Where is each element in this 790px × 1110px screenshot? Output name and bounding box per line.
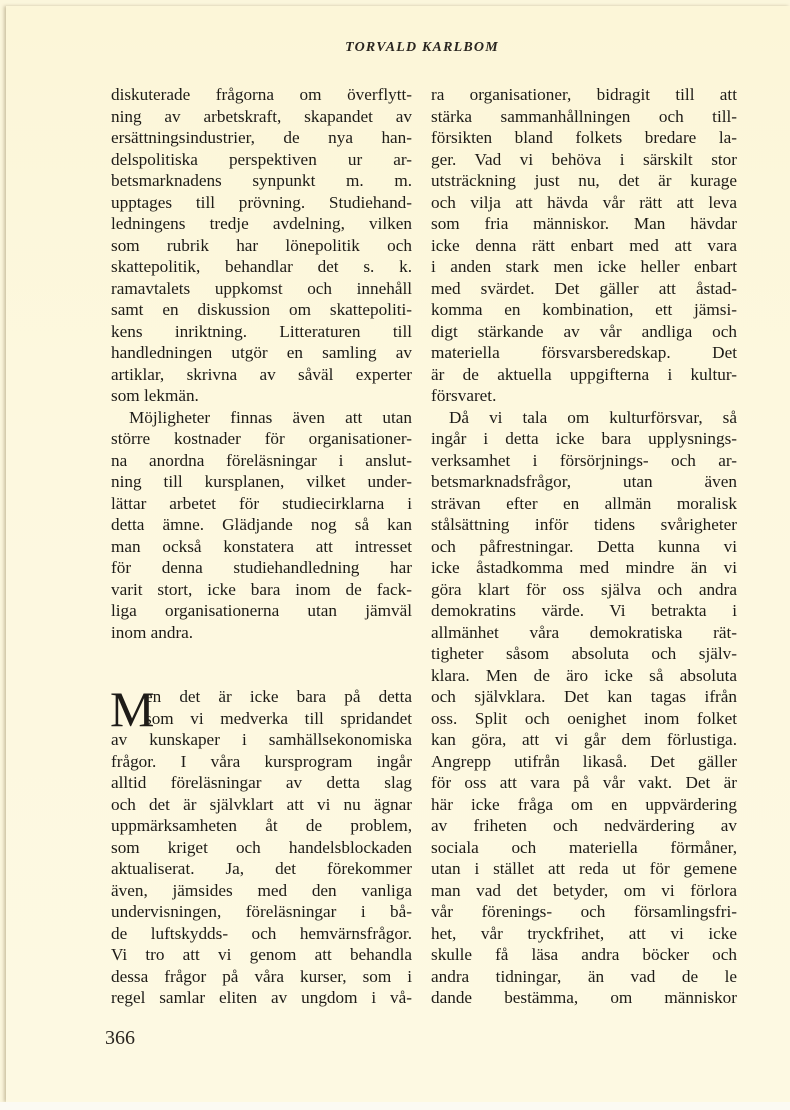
text-line: de luftskydds- och hemvärnsfrågor.: [111, 923, 412, 943]
text-line: icke denna rätt enbart med att vara: [431, 235, 737, 255]
text-line: ning av arbetskraft, skapandet av: [111, 106, 412, 126]
right-paragraph-2: [431, 407, 737, 1009]
text-line: icke åstadkomma med mindre än vi: [431, 558, 737, 577]
text-line: vår förenings- och församlingsfri-: [431, 902, 737, 921]
text-line: digt stärkande av vår andliga och: [431, 321, 737, 341]
text-line: undervisningen, föreläsningar i bå-: [111, 902, 412, 921]
text-line: och det är självklart att vi nu ägnar: [111, 794, 412, 814]
text-line: alltid föreläsningar av detta slag: [111, 773, 412, 792]
text-line: man också konstatera att intresset: [111, 536, 412, 556]
text-line: kan göra, att vi går dem förlustiga.: [431, 730, 737, 749]
text-line: även, jämsides med den vanliga: [111, 880, 412, 900]
text-line: som rubrik har lönepolitik och: [111, 235, 412, 255]
text-line: artiklar, skrivna av såväl experter: [111, 364, 412, 384]
left-paragraph-1: [111, 84, 412, 407]
text-line: som fria människor. Man hävdar: [431, 214, 737, 233]
text-line: betsmarknadsfrågor, utan även: [431, 472, 737, 491]
left-column: [111, 84, 412, 1009]
text-line: av kunskaper i samhällsekonomiska: [111, 730, 412, 749]
text-line: materiella försvarsberedskap. Det: [431, 343, 737, 362]
text-line: försikten bland folkets bredare la-: [431, 128, 737, 147]
text-line: för oss att vara på vår vakt. Det är: [431, 773, 737, 792]
text-line: demokratins värde. Vi betrakta i: [431, 601, 737, 620]
text-line: försvaret.: [431, 386, 497, 405]
text-line: samt en diskussion om skattepoliti-: [111, 300, 412, 319]
text-line: kens inriktning. Litteraturen till: [111, 321, 412, 341]
text-line: regel samlar eliten av ungdom i vå-: [111, 988, 412, 1007]
text-line: Angrepp utifrån likaså. Det gäller: [431, 751, 737, 771]
text-line: handledningen utgör en samling av: [111, 343, 412, 362]
text-line: inom andra.: [111, 622, 194, 642]
text-line: ledningens tredje avdelning, vilken: [111, 214, 412, 233]
text-line: oss. Split och oenighet inom folket: [431, 708, 737, 728]
text-line: het, vår tryckfrihet, att vi icke: [431, 923, 737, 943]
text-line: som vi medverka till spridandet: [145, 708, 412, 728]
text-line: med svärdet. Det gäller att åstad-: [431, 278, 737, 298]
text-line: aktualiserat. Ja, det förekommer: [111, 859, 412, 878]
text-line: upptages till prövning. Studiehand-: [111, 192, 412, 212]
text-line: frågor. I våra kursprogram ingår: [111, 751, 412, 771]
text-line: detta ämne. Glädjande nog så kan: [111, 515, 412, 534]
text-line: dessa frågor på våra kurser, som i: [111, 966, 412, 986]
text-line: som lekmän.: [111, 386, 199, 405]
text-line: Möjligheter finnas även att utan: [129, 407, 412, 427]
page-number: 366: [105, 1027, 135, 1049]
text-line: allmänhet våra demokratiska rät-: [431, 622, 737, 642]
scan-bottom-margin: [0, 1102, 790, 1110]
text-line: ramavtalets uppkomst och innehåll: [111, 278, 412, 298]
text-line: Vi tro att vi genom att behandla: [111, 945, 412, 964]
text-line: är de aktuella uppgifterna i kultur-: [431, 364, 737, 384]
left-paragraph-2: [111, 407, 412, 644]
text-line: skulle få läsa andra böcker och: [431, 945, 737, 964]
text-line: större kostnader för organisationer-: [111, 429, 412, 448]
text-line: delspolitiska perspektiven ur ar-: [111, 149, 412, 169]
text-line: diskuterade frågorna om överflytt-: [111, 85, 412, 104]
text-line: göra klart för oss själva och andra: [431, 579, 737, 599]
text-line: strävan efter en allmän moralisk: [431, 493, 737, 513]
left-paragraph-3: [110, 681, 412, 1009]
text-line: ersättningsindustrier, de nya han-: [111, 128, 412, 147]
right-column: [431, 84, 737, 1009]
text-line: som kriget och handelsblockaden: [111, 837, 412, 857]
text-line: liga organisationerna utan jämväl: [111, 601, 412, 620]
text-line: ra organisationer, bidragit till att: [431, 85, 737, 104]
text-line: lättar arbetet för studiecirklarna i: [111, 493, 412, 513]
drop-cap: M: [110, 681, 155, 737]
text-line: här icke fråga om en uppvärdering: [431, 794, 737, 814]
text-line: verksamhet i försörjnings- och ar-: [431, 450, 737, 470]
text-line: ning till kursplanen, vilket under-: [111, 472, 412, 491]
text-line: sociala och materiella förmåner,: [431, 837, 737, 857]
text-line: och självklara. Det kan tagas ifrån: [431, 687, 737, 706]
text-line: skattepolitik, behandlar det s. k.: [111, 257, 412, 276]
text-line: dande bestämma, om människor: [431, 988, 737, 1007]
text-line: klara. Men de äro icke så absoluta: [431, 665, 737, 685]
text-line: betsmarknadens synpunkt m. m.: [111, 171, 412, 190]
text-line: man vad det betyder, om vi förlora: [431, 880, 737, 900]
text-line: andra tidningar, än vad de le: [431, 966, 737, 986]
running-head: TORVALD KARLBOM: [345, 40, 499, 55]
text-line: av friheten och nedvärdering av: [431, 816, 737, 835]
text-line: Då vi tala om kulturförsvar, så: [449, 407, 737, 427]
right-paragraph-1: [431, 84, 737, 407]
text-line: utan i stället att reda ut för gemene: [431, 859, 737, 878]
text-line: tigheter såsom absoluta och själv-: [431, 644, 737, 663]
section-gap: [111, 643, 412, 686]
text-line: stålsättning inför tidens svårigheter: [431, 515, 737, 534]
text-line: och påfrestningar. Detta kunna vi: [431, 536, 737, 556]
text-line: varit stort, icke bara inom de fack-: [111, 579, 412, 599]
text-line: uppmärksamheten åt de problem,: [111, 816, 412, 835]
text-line: och vilja att hävda vår rätt att leva: [431, 192, 737, 212]
text-line: utsträckning just nu, det är kurage: [431, 171, 737, 190]
text-line: i anden stark men icke heller enbart: [431, 257, 737, 276]
text-line: ingår i detta icke bara upplysnings-: [431, 429, 737, 448]
text-line: ger. Vad vi behöva i särskilt stor: [431, 149, 737, 169]
text-line: na anordna föreläsningar i anslut-: [111, 450, 412, 470]
text-line: stärka sammanhållningen och till-: [431, 106, 737, 126]
text-line: för denna studiehandledning har: [111, 558, 412, 577]
text-line: komma en kombination, ett jämsi-: [431, 300, 737, 319]
text-line: en det är icke bara på detta: [145, 687, 412, 706]
